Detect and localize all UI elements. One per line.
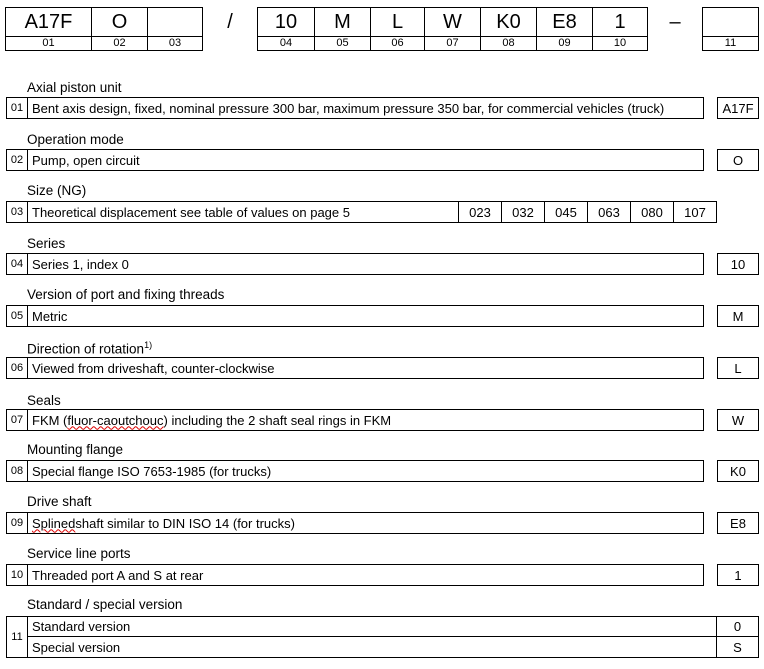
- code-num-11: 11: [702, 36, 759, 51]
- size-option: 107: [673, 201, 717, 223]
- section-title: Series: [27, 236, 66, 251]
- code-num-08: 08: [480, 36, 537, 51]
- section-title: Version of port and fixing threads: [27, 287, 225, 302]
- section-number: 02: [6, 149, 28, 171]
- section-title: Standard / special version: [27, 597, 183, 612]
- section-value: W: [717, 409, 759, 431]
- section-description: Bent axis design, fixed, nominal pressure 300 bar, maximum pressure 350 bar, for commercial vehicles (truck): [27, 97, 704, 119]
- code-separator-slash: /: [227, 10, 233, 33]
- section-title: Seals: [27, 393, 61, 408]
- section-number: 11: [6, 616, 28, 658]
- code-cell-05: M: [314, 7, 371, 37]
- section-description: Special version: [27, 636, 717, 658]
- code-cell-07: W: [424, 7, 481, 37]
- code-num-02: 02: [91, 36, 148, 51]
- section-description: Metric: [27, 305, 704, 327]
- section-value: M: [717, 305, 759, 327]
- code-num-01: 01: [5, 36, 92, 51]
- section-value: 1: [717, 564, 759, 586]
- size-option: 063: [587, 201, 631, 223]
- section-value: K0: [717, 460, 759, 482]
- code-cell-06: L: [370, 7, 425, 37]
- size-option: 032: [501, 201, 545, 223]
- section-value: E8: [717, 512, 759, 534]
- section-title: Service line ports: [27, 546, 131, 561]
- code-cell-09: E8: [536, 7, 593, 37]
- section-value: A17F: [717, 97, 759, 119]
- section-description: [27, 512, 704, 534]
- section-value: O: [717, 149, 759, 171]
- desc-part: shaft similar to DIN ISO 14 (for trucks): [75, 515, 295, 531]
- code-cell-02: O: [91, 7, 148, 37]
- section-number: 07: [6, 409, 28, 431]
- section-number: 01: [6, 97, 28, 119]
- section-title: Axial piston unit: [27, 80, 122, 95]
- section-title-wrap: [27, 340, 152, 357]
- code-num-09: 09: [536, 36, 593, 51]
- section-number: 06: [6, 357, 28, 379]
- desc-part-spellcheck: Splined: [32, 515, 76, 531]
- section-title: Mounting flange: [27, 442, 124, 457]
- section-description: Viewed from driveshaft, counter-clockwise: [27, 357, 704, 379]
- section-title: Drive shaft: [27, 494, 92, 509]
- code-num-04: 04: [257, 36, 315, 51]
- code-cell-08: K0: [480, 7, 537, 37]
- footnote-marker: 1): [144, 340, 153, 350]
- code-num-03: 03: [147, 36, 203, 51]
- section-title: Operation mode: [27, 132, 124, 147]
- size-option: 023: [458, 201, 502, 223]
- section-description: Theoretical displacement see table of values on page 5: [27, 201, 459, 223]
- code-cell-01: A17F: [5, 7, 92, 37]
- code-num-07: 07: [424, 36, 481, 51]
- code-cell-10: 1: [592, 7, 648, 37]
- section-value: 0: [716, 616, 759, 637]
- code-separator-dash: –: [669, 10, 681, 33]
- desc-part: FKM (: [32, 412, 68, 428]
- section-description: Series 1, index 0: [27, 253, 704, 275]
- section-number: 04: [6, 253, 28, 275]
- code-num-10: 10: [592, 36, 648, 51]
- section-title: Direction of rotation: [27, 341, 145, 357]
- section-description: Standard version: [27, 616, 717, 637]
- section-description: Special flange ISO 7653-1985 (for trucks): [27, 460, 704, 482]
- desc-part-spellcheck: fluor-caoutchouc: [67, 412, 164, 428]
- code-num-05: 05: [314, 36, 371, 51]
- size-option: 080: [630, 201, 674, 223]
- section-description: [27, 409, 704, 431]
- section-title: Size (NG): [27, 183, 87, 198]
- code-num-06: 06: [370, 36, 425, 51]
- section-number: 03: [6, 201, 28, 223]
- size-option: 045: [544, 201, 588, 223]
- section-description: Threaded port A and S at rear: [27, 564, 704, 586]
- section-number: 05: [6, 305, 28, 327]
- section-value: 10: [717, 253, 759, 275]
- code-cell-04: 10: [257, 7, 315, 37]
- section-number: 10: [6, 564, 28, 586]
- section-description: Pump, open circuit: [27, 149, 704, 171]
- section-number: 09: [6, 512, 28, 534]
- code-cell-11: [702, 7, 759, 37]
- section-number: 08: [6, 460, 28, 482]
- desc-part: ) including the 2 shaft seal rings in FKM: [163, 412, 392, 428]
- code-cell-03: [147, 7, 203, 37]
- section-value: S: [716, 636, 759, 658]
- section-value: L: [717, 357, 759, 379]
